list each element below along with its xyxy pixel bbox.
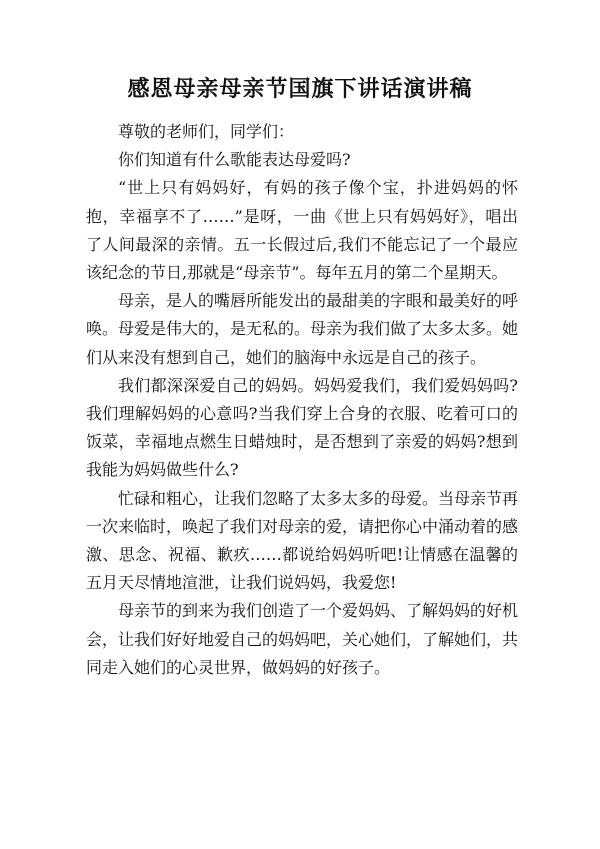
body-paragraph: 母亲，是人的嘴唇所能发出的最甜美的字眼和最美好的呼唤。母爱是伟大的，是无私的。母亲为我们做了太多太多。她们从来没有想到自己，她们的脑海中永远是自己的孩子。 bbox=[86, 291, 519, 367]
body-paragraph: 母亲节的到来为我们创造了一个爱妈妈、了解妈妈的好机会，让我们好好地爱自己的妈妈吧，关心她们，了解她们，共同走入她们的心灵世界，做妈妈的好孩子。 bbox=[86, 601, 519, 677]
body-paragraph: 我们都深深爱自己的妈妈。妈妈爱我们，我们爱妈妈吗?我们理解妈妈的心意吗?当我们穿上合身的衣服、吃着可口的饭菜，幸福地点燃生日蜡烛时，是否想到了亲爱的妈妈?想到我能为妈妈做些什么? bbox=[86, 375, 518, 480]
body-paragraph: “世上只有妈妈好，有妈的孩子像个宝，扑进妈妈的怀抱，幸福享不了……”是呀，一曲《世上只有妈妈好》，唱出了人间最深的亲情。五一长假过后,我们不能忘记了一个最应该纪念的节日,那就是“母亲节”。每年五月的第二个星期天。 bbox=[86, 178, 518, 283]
body-paragraph: 你们知道有什么歌能表达母爱吗? bbox=[118, 150, 351, 170]
body-paragraph: 忙碌和粗心，让我们忽略了太多太多的母爱。当母亲节再一次来临时，唤起了我们对母亲的爱，请把你心中涌动着的感激、思念、祝福、歉疚……都说给妈妈听吧!让情感在温馨的五月天尽情地渲泄，让我们说妈妈，我爱您! bbox=[86, 488, 519, 593]
salutation-paragraph: 尊敬的老师们，同学们： bbox=[118, 122, 295, 141]
document-body bbox=[86, 118, 518, 682]
document-title: 感恩母亲母亲节国旗下讲话演讲稿 bbox=[127, 76, 473, 102]
